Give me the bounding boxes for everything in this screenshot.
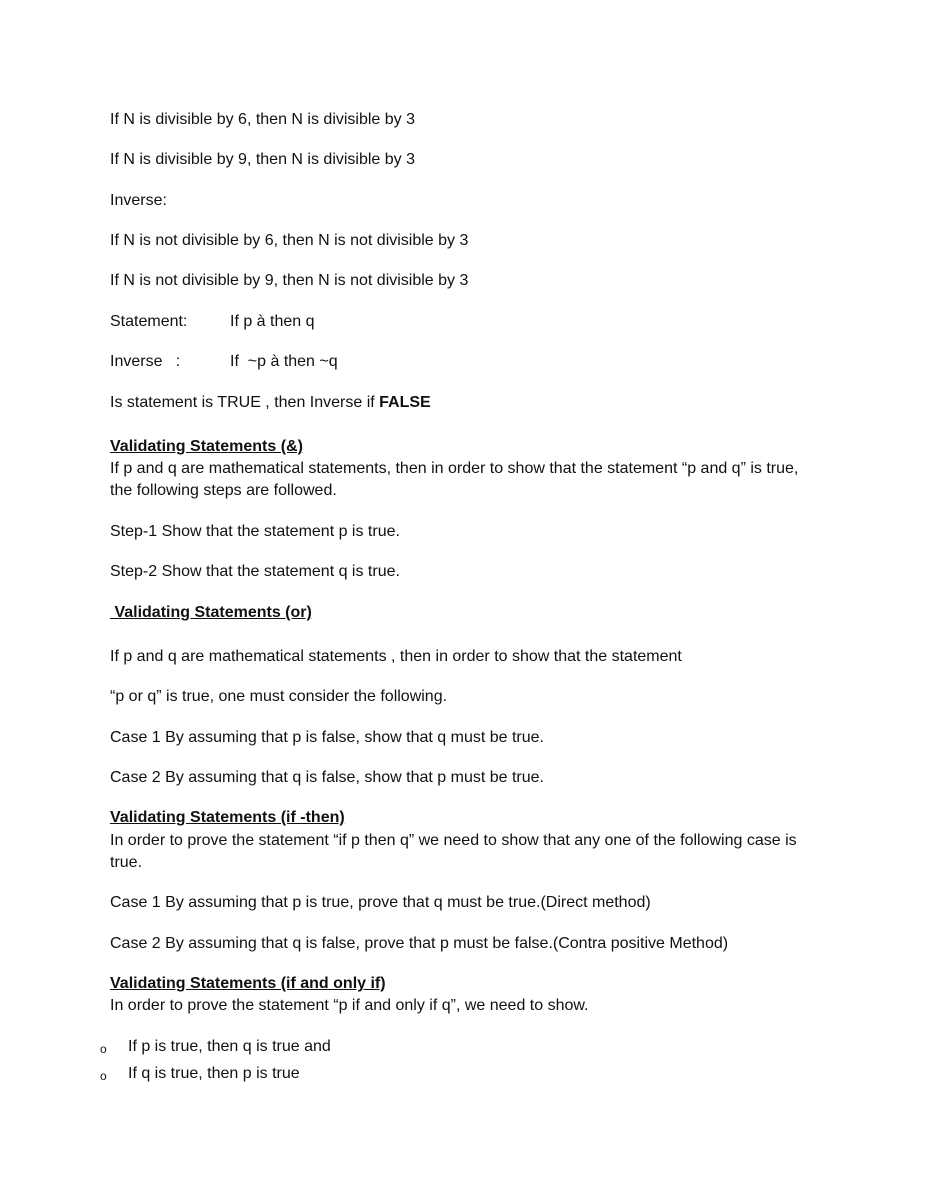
heading-and: Validating Statements (&) <box>110 438 303 455</box>
intro-line-1: If N is divisible by 6, then N is divisible by 3 <box>110 111 416 128</box>
conclusion-line <box>110 392 431 414</box>
and-step-2: Step-2 Show that the statement q is true. <box>110 563 400 580</box>
statement-label: Statement: <box>110 313 188 330</box>
ifthen-body: In order to prove the statement “if p then q” we need to show that any one of the following case is true. <box>110 832 797 871</box>
intro-line-2: If N is divisible by 9, then N is divisible by 3 <box>110 151 416 168</box>
inverse-label: Inverse: <box>110 192 167 209</box>
or-case-2: Case 2 By assuming that q is false, show that p must be true. <box>110 769 544 786</box>
inverse-line-2: If N is not divisible by 9, then N is not divisible by 3 <box>110 272 469 289</box>
ifthen-case-2: Case 2 By assuming that q is false, prove that p must be false.(Contra positive Method) <box>110 935 729 952</box>
or-line-2: “p or q” is true, one must consider the following. <box>110 688 448 705</box>
statement-value: If p à then q <box>230 313 315 330</box>
inverse-line-1: If N is not divisible by 6, then N is not divisible by 3 <box>110 232 469 249</box>
or-case-1: Case 1 By assuming that p is false, show that q must be true. <box>110 729 544 746</box>
heading-ifthen: Validating Statements (if -then) <box>110 809 345 826</box>
ifthen-case-1: Case 1 By assuming that p is true, prove that q must be true.(Direct method) <box>110 894 651 911</box>
bullet-marker-1: o <box>100 1042 107 1056</box>
iff-bullet-2: If q is true, then p is true <box>128 1065 300 1082</box>
and-body: If p and q are mathematical statements, then in order to show that the statement “p and q” is true, the following steps are followed. <box>110 460 799 499</box>
inverse-row-label: Inverse : <box>110 353 181 370</box>
conclusion-bold: FALSE <box>379 394 431 411</box>
iff-body: In order to prove the statement “p if and only if q”, we need to show. <box>110 997 589 1014</box>
bullet-marker-2: o <box>100 1069 107 1083</box>
iff-bullet-1: If p is true, then q is true and <box>128 1038 331 1055</box>
statement-row <box>110 311 315 333</box>
conclusion-text: Is statement is TRUE , then Inverse if <box>110 394 380 411</box>
heading-or: Validating Statements (or) <box>110 604 312 621</box>
or-line-1: If p and q are mathematical statements , then in order to show that the statement <box>110 648 682 665</box>
inverse-row <box>110 351 338 373</box>
heading-iff: Validating Statements (if and only if) <box>110 975 386 992</box>
and-step-1: Step-1 Show that the statement p is true. <box>110 523 400 540</box>
inverse-row-value: If ~p à then ~q <box>230 353 338 370</box>
